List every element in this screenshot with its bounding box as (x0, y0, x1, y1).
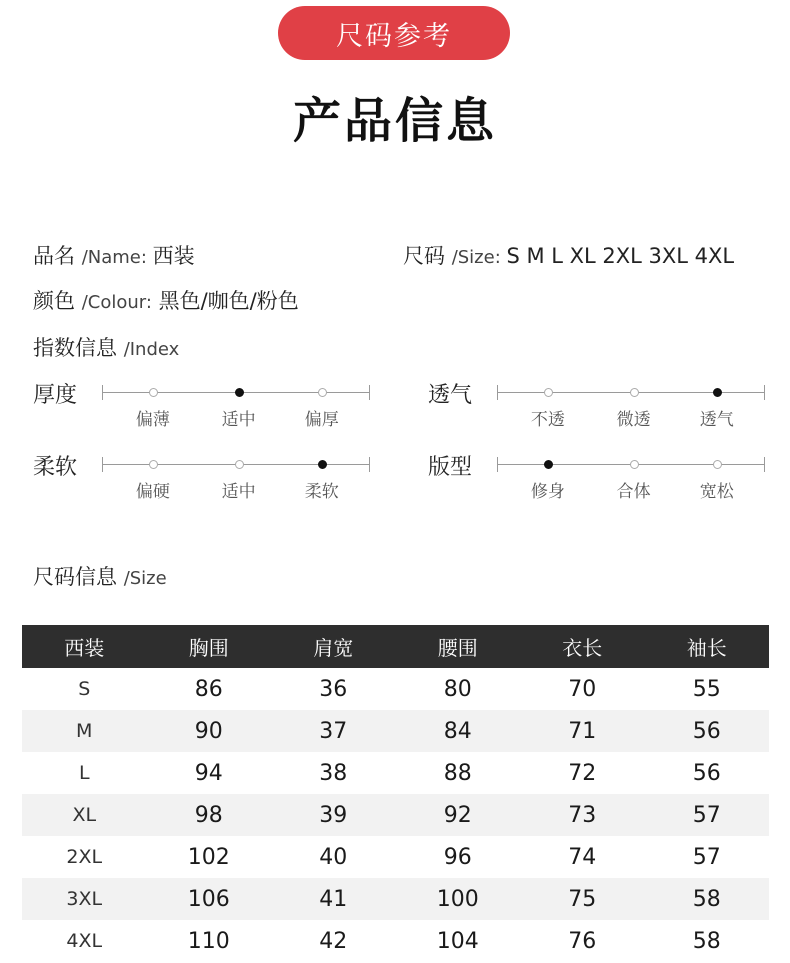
measure-cell: 57 (645, 794, 770, 836)
measure-cell: 40 (319, 844, 348, 870)
size-cell: XL (22, 794, 147, 836)
table-header-cell: 西装 (22, 625, 147, 668)
table-row (22, 752, 769, 794)
index-scale (497, 383, 765, 430)
scale-option-label: 适中 (221, 410, 256, 430)
scale-dot (630, 388, 639, 397)
measure-cell: 36 (319, 676, 348, 702)
scale-option-label: 适中 (221, 482, 256, 502)
table-row (22, 710, 769, 752)
size-section-label: 尺码信息 (33, 565, 117, 589)
scale-option-label: 合体 (616, 482, 651, 502)
index-label: 柔软 (33, 455, 78, 480)
colour-label: 颜色 (33, 289, 75, 313)
scale-option-label: 偏厚 (304, 410, 339, 430)
size-table (22, 625, 769, 962)
scale-option-label: 透气 (699, 410, 734, 430)
table-header-cell: 肩宽 (271, 625, 396, 668)
index-label-en: /Index (123, 339, 180, 360)
index-label: 透气 (428, 383, 473, 408)
size-cell: 4XL (66, 930, 103, 952)
measure-cell: 88 (443, 760, 472, 786)
product-name-line: 品名 /Name: 西装 (33, 244, 195, 268)
scale-cap (497, 457, 498, 472)
measure-cell: 58 (692, 928, 721, 954)
measure-cell: 41 (271, 878, 396, 920)
measure-cell: 110 (187, 928, 230, 954)
size-reference-badge: 尺码参考 (278, 6, 510, 60)
index-heading (33, 332, 179, 362)
size-list-line: 尺码 /Size: S M L XL 2XL 3XL 4XL (403, 244, 735, 268)
index-scale (102, 383, 370, 430)
table-row (22, 920, 769, 962)
measure-cell: 70 (568, 676, 597, 702)
table-row (22, 668, 769, 710)
measure-cell: 84 (396, 710, 521, 752)
table-row (22, 836, 769, 878)
scale-dot (713, 460, 722, 469)
scale-cap (102, 457, 103, 472)
scale-dot-selected (713, 388, 722, 397)
scale-option-label: 修身 (530, 482, 565, 502)
page-title: 产品信息 (292, 93, 497, 149)
product-name-label-en: /Name (81, 247, 141, 268)
size-list-label: 尺码 (403, 244, 445, 268)
measure-cell: 75 (520, 878, 645, 920)
index-label: 版型 (428, 455, 473, 480)
size-section-heading (33, 561, 167, 591)
scale-option-label: 偏薄 (135, 410, 170, 430)
colour-line: 颜色 /Colour: 黑色/咖色/粉色 (33, 289, 299, 313)
scale-option-label: 微透 (616, 410, 651, 430)
measure-cell: 73 (520, 794, 645, 836)
colour-value: 黑色/咖色/粉色 (158, 289, 299, 313)
table-row (22, 794, 769, 836)
measure-cell: 94 (194, 760, 223, 786)
table-row (22, 878, 769, 920)
table-header-cell: 衣长 (520, 625, 645, 668)
measure-cell: 86 (194, 676, 223, 702)
scale-cap (497, 385, 498, 400)
table-header-cell: 袖长 (645, 625, 770, 668)
scale-cap (102, 385, 103, 400)
scale-dot (630, 460, 639, 469)
measure-cell: 74 (568, 844, 597, 870)
table-header-cell: 胸围 (147, 625, 272, 668)
measure-cell: 71 (520, 710, 645, 752)
scale-cap (369, 385, 370, 400)
table-header-row (22, 625, 769, 668)
colour-label-en: /Colour (81, 292, 146, 313)
index-label: 厚度 (33, 383, 78, 408)
measure-cell: 92 (396, 794, 521, 836)
measure-cell: 80 (443, 676, 472, 702)
size-cell: S (78, 678, 91, 700)
measure-cell: 102 (187, 844, 230, 870)
size-list-value: S M L XL 2XL 3XL 4XL (506, 244, 735, 268)
scale-cap (764, 385, 765, 400)
index-label: 指数信息 (33, 336, 117, 360)
table-header-cell: 腰围 (396, 625, 521, 668)
scale-cap (369, 457, 370, 472)
measure-cell: 58 (645, 878, 770, 920)
scale-dot (318, 388, 327, 397)
scale-dot-selected (318, 460, 327, 469)
measure-cell: 42 (319, 928, 348, 954)
scale-option-label: 宽松 (699, 482, 734, 502)
size-cell: L (78, 762, 90, 784)
measure-cell: 104 (436, 928, 479, 954)
measure-cell: 57 (692, 844, 721, 870)
size-list-label-en: /Size (451, 247, 495, 268)
scale-cap (764, 457, 765, 472)
scale-dot (149, 388, 158, 397)
scale-dot (544, 388, 553, 397)
measure-cell: 96 (443, 844, 472, 870)
scale-dot (235, 460, 244, 469)
size-cell: 2XL (66, 846, 103, 868)
measure-cell: 38 (319, 760, 348, 786)
measure-cell: 100 (396, 878, 521, 920)
measure-cell: 37 (271, 710, 396, 752)
measure-cell: 55 (692, 676, 721, 702)
scale-option-label: 不透 (530, 410, 565, 430)
scale-dot (149, 460, 158, 469)
measure-cell: 106 (147, 878, 272, 920)
measure-cell: 39 (271, 794, 396, 836)
scale-option-label: 柔软 (304, 482, 339, 502)
scale-dot-selected (544, 460, 553, 469)
size-cell: M (22, 710, 147, 752)
measure-cell: 72 (568, 760, 597, 786)
scale-dot-selected (235, 388, 244, 397)
measure-cell: 98 (147, 794, 272, 836)
size-cell: 3XL (22, 878, 147, 920)
scale-option-label: 偏硬 (135, 482, 170, 502)
index-scale (102, 455, 370, 502)
product-name-label: 品名 (33, 244, 75, 268)
measure-cell: 56 (645, 710, 770, 752)
measure-cell: 90 (147, 710, 272, 752)
index-scale (497, 455, 765, 502)
measure-cell: 56 (692, 760, 721, 786)
size-section-label-en: /Size (123, 568, 167, 589)
measure-cell: 76 (568, 928, 597, 954)
product-name-value: 西装 (152, 244, 195, 268)
